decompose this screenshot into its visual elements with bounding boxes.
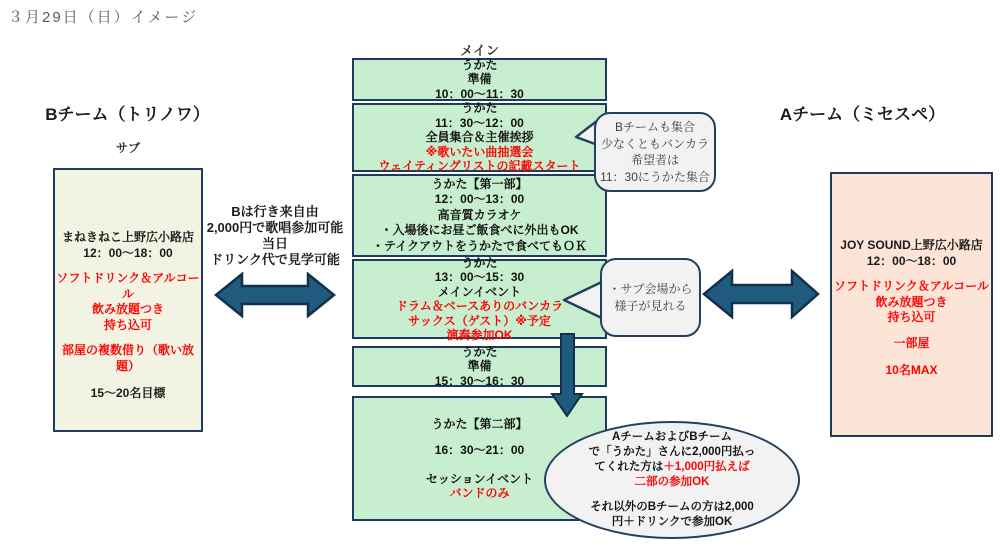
b-venue-rooms: 部屋の複数借り（歌い放題） [61,343,194,373]
schedule-box-main-event: うかた 13：00～15：30 メインイベント ドラム＆ベースありのバンカラ サックス（ゲスト）※予定 演奏参加OK [352,259,607,339]
a-venue-capacity: 10名MAX [885,363,938,377]
b-venue-drink2: 飲み放題つき [91,302,164,316]
view-callout: ・サブ会場から 様子が見れる [600,258,701,337]
a-venue-drink2: 飲み放題つき [875,294,948,309]
b-venue-label: サブ [115,141,140,155]
a-venue-box [830,172,993,437]
a-venue-name: JOY SOUND上野広小路店 [840,238,983,252]
schedule-box-prep-morning: うかた 準備 10：00～11：30 [352,58,607,101]
b-team-title: Bチーム（トリノワ） [45,105,210,124]
a-venue-drink3: 持ち込可 [887,310,936,324]
b-venue-drink1: ソフトドリンク＆アルコール [56,271,200,301]
schedule-box-part2: うかた【第二部】 16：30～21：00 セッションイベント バンドのみ [352,396,607,521]
down-arrow-icon [550,333,584,418]
b-venue-name: まねきねこ上野広小路店 [61,230,194,244]
schedule-box-part1: うかた【第一部】 12：00～13：00 高音質カラオケ ・入場後にお昼ご飯食べに外出もOK ・テイクアウトをうかたで食べてもＯＫ [352,174,607,257]
b-venue-drink3: 持ち込可 [103,317,152,332]
transfer-note: Bは行き来自由 2,000円で歌唱参加可能 当日 ドリンク代で見学可能 [206,204,344,267]
a-venue-drink1: ソフトドリンク＆アルコール [833,279,990,293]
a-venue-hours: 12：00～18：00 [866,253,957,268]
a-team-title: Aチーム（ミセスペ） [779,105,946,124]
b-main-double-arrow-icon [214,272,336,318]
a-main-double-arrow-icon [702,268,820,320]
pricing-note: AチームおよびBチーム で「うかた」さんに2,000円払っ てくれた方は＋1,000円払えば 二部の参加OK それ以外のBチームの方は2,000 円＋ドリンクで参加OK [544,421,800,539]
page-title: ３月29日（日）イメージ [8,9,199,26]
b-venue-target: 15～20名目標 [90,386,166,400]
schedule-box-gathering: うかた 11：30～12：00 全員集合＆主催挨拶 ※歌いたい曲抽選会 ウェイティングリストの記載スタート [352,103,607,172]
b-venue-box [53,168,203,432]
meet-callout: Bチームも集合 少なくともバンカラ 希望者は 11：30にうかた集合 [594,112,716,192]
main-label: メイン [460,43,499,58]
a-venue-room: 一部屋 [893,335,930,350]
b-venue-hours: 12：00～18：00 [83,245,173,260]
schedule-box-prep-evening: うかた 準備 15：30～16：30 [352,346,607,387]
